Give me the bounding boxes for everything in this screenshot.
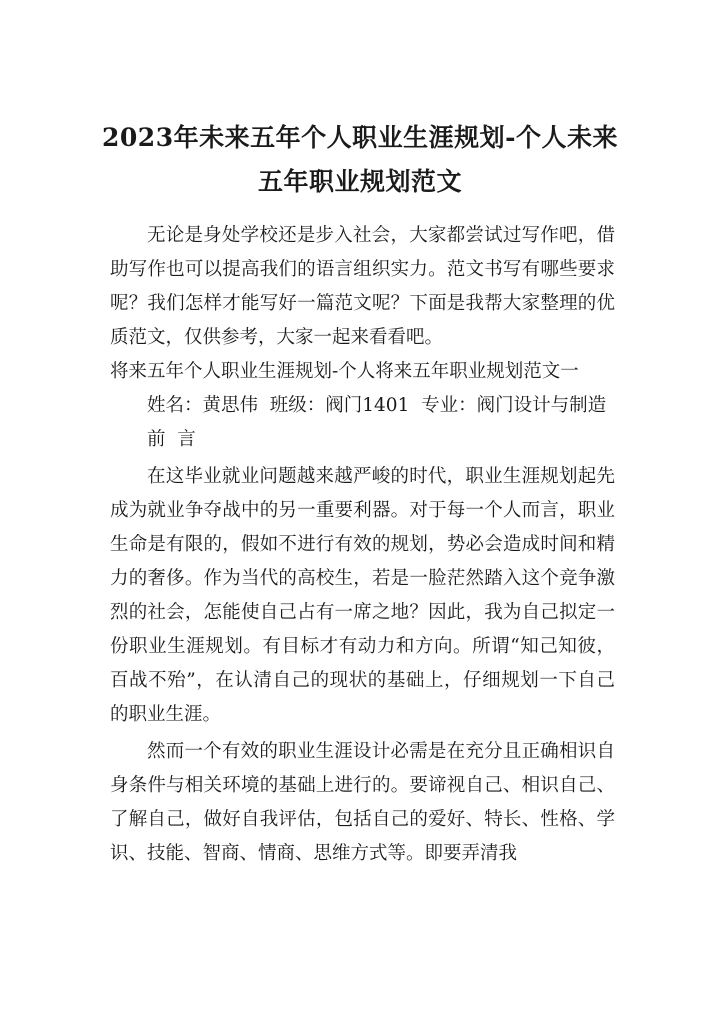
paragraph-intro: 无论是身处学校还是步入社会，大家都尝试过写作吧，借助写作也可以提高我们的语言组织实力。范文书写有哪些要求呢？我们怎样才能写好一篇范文呢？下面是我帮大家整理的优质范文，仅供参考，大家一起来看看吧。 (110, 225, 615, 348)
paragraph-preface-heading: 前 言 (147, 429, 196, 450)
document-body (110, 219, 615, 871)
paragraph-self-assessment: 然而一个有效的职业生涯设计必需是在充分且正确相识自身条件与相关环境的基础上进行的。要谛视自己、相识自己、了解自己，做好自我评估，包括自己的爱好、特长、性格、学识、技能、智商、情商、思维方式等。即要弄清我 (110, 741, 615, 864)
paragraph-preface: 在这毕业就业问题越来越严峻的时代，职业生涯规划起先成为就业争夺战中的另一重要利器。对于每一个人而言，职业生命是有限的，假如不进行有效的规划，势必会造成时间和精力的奢侈。作为当代的高校生，若是一脸茫然踏入这个竞争激烈的社会，怎能使自己占有一席之地？因此，我为自己拟定一份职业生涯规划。有目标才有动力和方向。所谓“知己知彼，百战不殆”，在认清自己的现状的基础上，仔细规划一下自己的职业生涯。 (110, 466, 615, 725)
paragraph-student-info: 姓名：黄思伟 班级：阀门1401 专业：阀门设计与制造 (147, 395, 607, 416)
paragraph-subtitle: 将来五年个人职业生涯规划-个人将来五年职业规划范文一 (110, 361, 579, 382)
document-title: 2023年未来五年个人职业生涯规划-个人未来五年职业规划范文 (102, 123, 618, 196)
